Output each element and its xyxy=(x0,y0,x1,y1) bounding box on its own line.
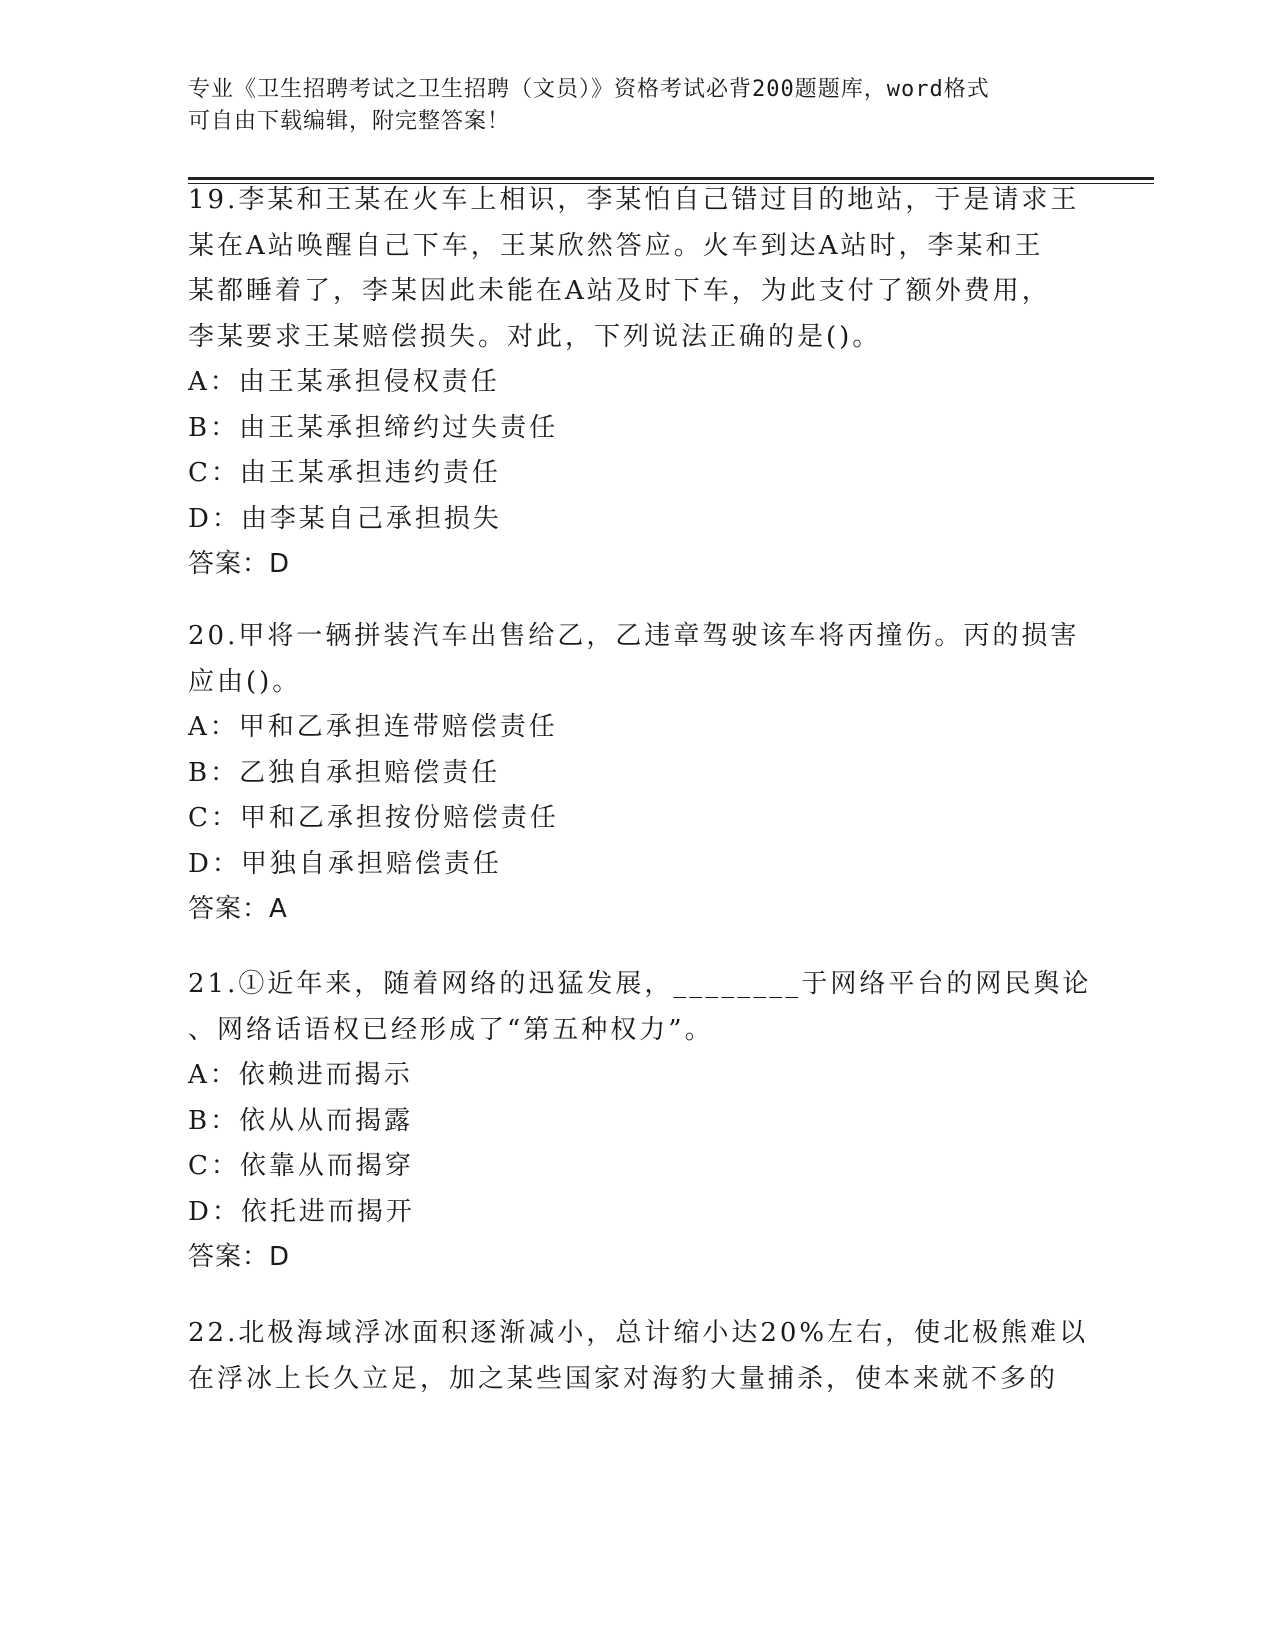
question-20 xyxy=(188,614,1088,933)
question-22 xyxy=(188,1311,1088,1402)
option-d: D：甲独自承担赔偿责任 xyxy=(188,848,502,879)
question-stem-line: 应由()。 xyxy=(188,666,302,697)
question-stem-line: 20.甲将一辆拼装汽车出售给乙，乙违章驾驶该车将丙撞伤。丙的损害 xyxy=(188,621,1080,651)
question-stem-line: 、网络话语权已经形成了“第五种权力”。 xyxy=(188,1014,714,1045)
option-d: D：依托进而揭开 xyxy=(188,1196,415,1227)
document-header xyxy=(188,74,1068,138)
header-line-2: 可自由下载编辑，附完整答案！ xyxy=(188,109,511,134)
question-stem-line: 某都睡着了，李某因此未能在A站及时下车，为此支付了额外费用， xyxy=(188,276,1051,306)
question-19 xyxy=(188,178,1088,588)
question-stem-line: 22.北极海域浮冰面积逐渐减小，总计缩小达20%左右，使北极熊难以 xyxy=(188,1318,1089,1348)
option-d: D：由李某自己承担损失 xyxy=(188,503,502,534)
option-b: B：乙独自承担赔偿责任 xyxy=(188,757,501,788)
question-stem-line: 李某要求王某赔偿损失。对此，下列说法正确的是()。 xyxy=(188,321,882,352)
option-c: C：甲和乙承担按份赔偿责任 xyxy=(188,803,559,833)
header-line-1: 专业《卫生招聘考试之卫生招聘（文员）》资格考试必背200题题库，word格式 xyxy=(188,77,990,102)
answer: 答案：D xyxy=(188,1242,291,1272)
question-stem-line: 某在A站唤醒自己下车，王某欣然答应。火车到达A站时，李某和王 xyxy=(188,230,1044,261)
option-a: A：由王某承担侵权责任 xyxy=(188,367,500,397)
question-stem-line: 21.①近年来，随着网络的迅猛发展，________于网络平台的网民舆论 xyxy=(188,969,1092,999)
question-stem-line: 19.李某和王某在火车上相识，李某怕自己错过目的地站，于是请求王 xyxy=(188,185,1080,215)
option-a: A：甲和乙承担连带赔偿责任 xyxy=(188,712,558,742)
option-b: B：由王某承担缔约过失责任 xyxy=(188,412,559,443)
question-stem-line: 在浮冰上长久立足，加之某些国家对海豹大量捕杀，使本来就不多的 xyxy=(188,1363,1059,1394)
option-c: C：由王某承担违约责任 xyxy=(188,458,501,488)
option-a: A：依赖进而揭示 xyxy=(188,1060,413,1090)
answer: 答案：A xyxy=(188,894,288,924)
option-b: B：依从从而揭露 xyxy=(188,1105,414,1136)
answer: 答案：D xyxy=(188,549,291,579)
question-21 xyxy=(188,962,1092,1281)
option-c: C：依靠从而揭穿 xyxy=(188,1151,414,1181)
